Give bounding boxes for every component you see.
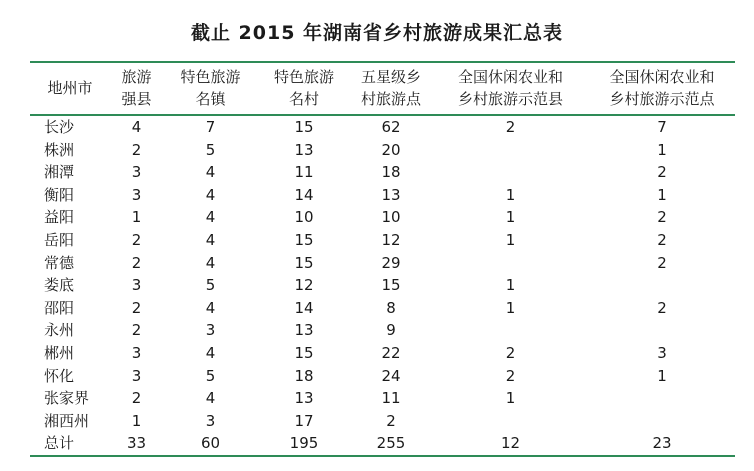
header-line: 乡村旅游示范县 xyxy=(457,90,563,108)
cell-featured-village: 17 xyxy=(294,411,314,430)
cell-featured-village: 195 xyxy=(258,432,350,456)
cell-strong-county: 2 xyxy=(131,253,142,272)
cell-strong-county: 3 xyxy=(131,343,142,362)
table-row xyxy=(30,410,735,433)
cell-city: 总计 xyxy=(30,432,110,456)
cell-featured-village: 12 xyxy=(294,276,314,295)
cell-featured-town: 4 xyxy=(205,185,216,204)
cell-demo-spot xyxy=(589,274,735,297)
cell-featured-village: 14 xyxy=(294,298,314,317)
cell-five-star-spot: 2 xyxy=(386,411,396,430)
cell-strong-county: 1 xyxy=(131,208,142,227)
cell-demo-county xyxy=(432,319,589,342)
header-row xyxy=(30,62,735,115)
cell-five-star-spot: 29 xyxy=(381,253,401,272)
cell-featured-village: 15 xyxy=(294,253,314,272)
table-row xyxy=(30,319,735,342)
cell-featured-village: 10 xyxy=(294,208,314,227)
header-featured-village xyxy=(258,62,350,115)
cell-featured-town: 4 xyxy=(205,253,216,272)
header-five-star-spot xyxy=(350,62,432,115)
table-row xyxy=(30,297,735,320)
cell-featured-village: 13 xyxy=(294,321,314,340)
cell-featured-village: 11 xyxy=(294,163,314,182)
header-line: 特色旅游 xyxy=(180,68,241,86)
cell-city: 衡阳 xyxy=(44,185,75,204)
cell-demo-county xyxy=(432,139,589,162)
table-title: 截止 2015 年湖南省乡村旅游成果汇总表 xyxy=(190,22,564,44)
cell-city: 益阳 xyxy=(44,208,75,227)
cell-demo-county xyxy=(432,410,589,433)
cell-demo-county: 1 xyxy=(505,185,516,204)
table-row xyxy=(30,161,735,184)
cell-demo-spot: 7 xyxy=(657,118,667,136)
header-featured-town xyxy=(163,62,258,115)
header-city xyxy=(30,62,110,115)
cell-strong-county: 33 xyxy=(110,432,163,456)
header-line: 全国休闲农业和 xyxy=(457,68,563,86)
cell-featured-town: 5 xyxy=(205,140,216,159)
cell-five-star-spot: 62 xyxy=(381,118,401,136)
cell-featured-town: 60 xyxy=(163,432,258,456)
table-row xyxy=(30,184,735,207)
cell-demo-spot: 2 xyxy=(657,298,667,317)
cell-demo-county: 1 xyxy=(505,230,516,249)
table-row xyxy=(30,206,735,229)
cell-five-star-spot: 8 xyxy=(386,298,396,317)
cell-strong-county: 1 xyxy=(131,411,142,430)
cell-featured-town: 4 xyxy=(205,298,216,317)
cell-featured-village: 13 xyxy=(294,389,314,408)
cell-strong-county: 2 xyxy=(131,230,142,249)
cell-city: 岳阳 xyxy=(44,230,75,249)
cell-demo-spot: 2 xyxy=(657,253,667,272)
cell-demo-spot: 1 xyxy=(657,366,667,385)
cell-city: 娄底 xyxy=(44,276,75,295)
header-line: 名村 xyxy=(288,90,319,108)
cell-featured-village: 13 xyxy=(294,140,314,159)
cell-city: 怀化 xyxy=(44,366,75,385)
cell-five-star-spot: 22 xyxy=(381,343,401,362)
cell-demo-county: 1 xyxy=(505,298,516,317)
cell-featured-village: 15 xyxy=(294,343,314,362)
cell-five-star-spot: 15 xyxy=(381,276,401,295)
cell-demo-county: 2 xyxy=(505,343,516,362)
table-row xyxy=(30,342,735,365)
cell-five-star-spot: 11 xyxy=(381,389,401,408)
cell-city: 郴州 xyxy=(44,343,75,362)
cell-demo-spot: 3 xyxy=(657,343,667,362)
cell-featured-town: 5 xyxy=(205,276,216,295)
table-row xyxy=(30,274,735,297)
cell-strong-county: 2 xyxy=(131,298,142,317)
cell-demo-spot xyxy=(589,410,735,433)
table-row xyxy=(30,139,735,162)
cell-strong-county: 2 xyxy=(131,321,142,340)
cell-five-star-spot: 255 xyxy=(350,432,432,456)
cell-featured-town: 4 xyxy=(205,343,216,362)
cell-demo-county xyxy=(432,252,589,275)
header-line: 五星级乡 xyxy=(360,68,421,86)
cell-featured-town: 7 xyxy=(205,118,216,136)
cell-strong-county: 3 xyxy=(131,276,142,295)
cell-five-star-spot: 24 xyxy=(381,366,401,385)
cell-demo-spot: 2 xyxy=(657,163,667,182)
tourism-summary-table xyxy=(30,61,735,457)
cell-demo-spot: 2 xyxy=(657,208,667,227)
cell-featured-town: 5 xyxy=(205,366,216,385)
cell-featured-village: 15 xyxy=(294,230,314,249)
cell-strong-county: 3 xyxy=(131,185,142,204)
header-demo-county xyxy=(432,62,589,115)
cell-demo-county xyxy=(432,161,589,184)
header-tourism-strong-county xyxy=(110,62,163,115)
cell-strong-county: 3 xyxy=(131,163,142,182)
table-row xyxy=(30,115,735,139)
cell-featured-town: 3 xyxy=(205,411,216,430)
cell-five-star-spot: 13 xyxy=(381,185,401,204)
cell-city: 邵阳 xyxy=(44,298,75,317)
cell-demo-spot: 1 xyxy=(657,185,667,204)
header-line: 乡村旅游示范点 xyxy=(609,90,715,108)
cell-demo-spot xyxy=(589,319,735,342)
header-line: 特色旅游 xyxy=(273,68,334,86)
cell-city: 湘潭 xyxy=(44,163,75,182)
cell-demo-county: 1 xyxy=(505,389,516,408)
cell-five-star-spot: 9 xyxy=(386,321,396,340)
cell-demo-spot: 2 xyxy=(657,230,667,249)
cell-strong-county: 4 xyxy=(131,118,142,136)
cell-featured-town: 3 xyxy=(205,321,216,340)
cell-city: 株洲 xyxy=(44,140,75,159)
cell-demo-county: 12 xyxy=(432,432,589,456)
header-line: 全国休闲农业和 xyxy=(609,68,715,86)
cell-five-star-spot: 20 xyxy=(381,140,401,159)
header-demo-spot xyxy=(589,62,735,115)
cell-demo-county: 1 xyxy=(505,208,516,227)
cell-city: 永州 xyxy=(44,321,75,340)
cell-demo-county: 1 xyxy=(505,276,516,295)
cell-demo-county: 2 xyxy=(505,366,516,385)
cell-city: 张家界 xyxy=(44,389,90,408)
header-line: 名镇 xyxy=(195,90,226,108)
cell-featured-town: 4 xyxy=(205,208,216,227)
table-row xyxy=(30,252,735,275)
cell-featured-village: 18 xyxy=(294,366,314,385)
cell-demo-spot xyxy=(589,387,735,410)
cell-demo-spot: 23 xyxy=(589,432,735,456)
cell-five-star-spot: 10 xyxy=(381,208,401,227)
cell-featured-village: 15 xyxy=(294,118,314,136)
cell-strong-county: 3 xyxy=(131,366,142,385)
cell-city: 常德 xyxy=(44,253,75,272)
cell-featured-town: 4 xyxy=(205,163,216,182)
cell-five-star-spot: 12 xyxy=(381,230,401,249)
cell-demo-spot: 1 xyxy=(657,140,667,159)
cell-demo-county: 2 xyxy=(505,118,516,136)
header-line: 强县 xyxy=(121,90,152,108)
total-row xyxy=(30,432,735,456)
header-line: 村旅游点 xyxy=(360,90,421,108)
table-row xyxy=(30,365,735,388)
table-row xyxy=(30,387,735,410)
cell-strong-county: 2 xyxy=(131,140,142,159)
cell-featured-town: 4 xyxy=(205,389,216,408)
cell-five-star-spot: 18 xyxy=(381,163,401,182)
table-row xyxy=(30,229,735,252)
cell-city: 湘西州 xyxy=(44,411,90,430)
cell-featured-town: 4 xyxy=(205,230,216,249)
cell-city: 长沙 xyxy=(44,118,75,136)
cell-featured-village: 14 xyxy=(294,185,314,204)
header-line: 旅游 xyxy=(121,68,152,86)
cell-strong-county: 2 xyxy=(131,389,142,408)
header-city-label: 地州市 xyxy=(47,79,93,97)
